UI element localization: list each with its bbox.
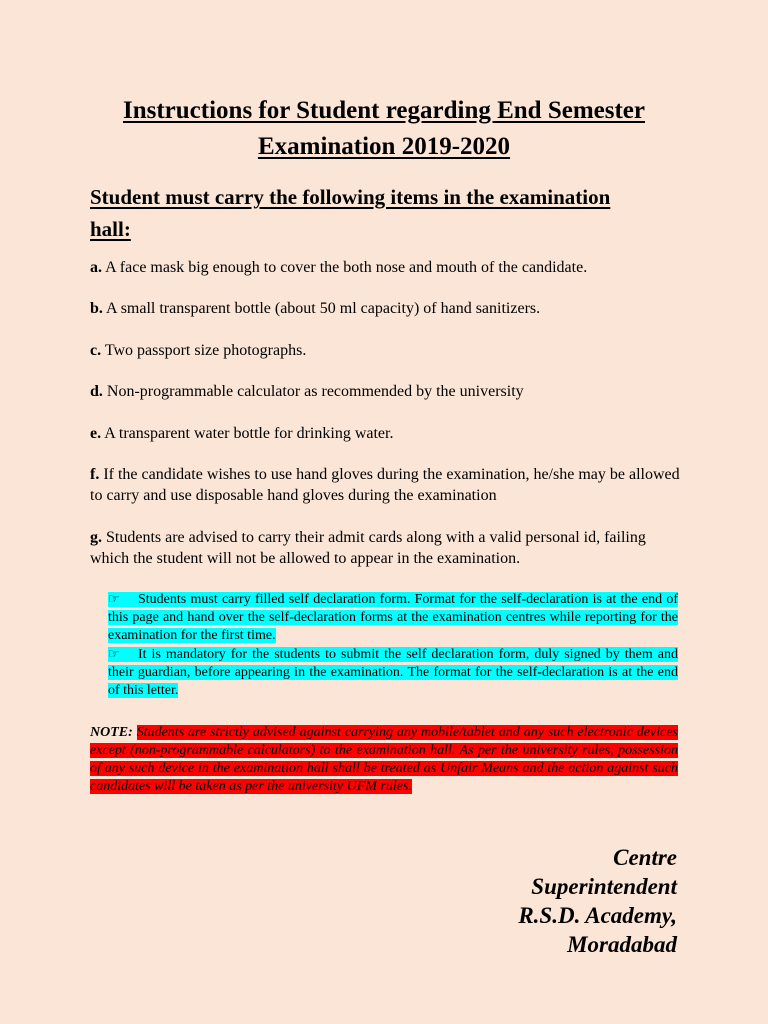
item-text: Students are advised to carry their admit cards along with a valid personal id, failing which the student will not be allowed to appear in the examination. bbox=[90, 529, 646, 567]
item-marker: d. bbox=[90, 383, 103, 400]
signature-line-3: R.S.D. Academy, bbox=[518, 903, 677, 928]
list-item-c bbox=[90, 340, 680, 361]
document-title bbox=[88, 93, 680, 165]
signature-line-2: Superintendent bbox=[531, 874, 677, 899]
item-text: Non-programmable calculator as recommended by the university bbox=[102, 383, 524, 400]
item-marker: b. bbox=[90, 300, 103, 317]
hand-pointer-icon: ☞ bbox=[108, 646, 120, 661]
document-title-line-1: Instructions for Student regarding End Semester bbox=[122, 97, 645, 124]
note-self-declaration-carry bbox=[108, 590, 678, 645]
hand-pointer-icon: ☞ bbox=[108, 591, 120, 606]
signature-line-4: Moradabad bbox=[567, 932, 677, 957]
list-item-b bbox=[90, 298, 680, 319]
item-marker: g. bbox=[90, 529, 102, 546]
items-heading-line-1: Student must carry the following items in the examination bbox=[90, 185, 611, 209]
list-item-e bbox=[90, 423, 680, 444]
item-text: A face mask big enough to cover the both nose and mouth of the candidate. bbox=[102, 259, 588, 276]
item-marker: c. bbox=[90, 342, 102, 359]
highlighted-notes bbox=[108, 590, 678, 700]
note-self-declaration-submit bbox=[108, 645, 678, 700]
item-marker: a. bbox=[90, 259, 102, 276]
list-item-f bbox=[90, 464, 680, 506]
list-item-a bbox=[90, 257, 680, 278]
items-heading bbox=[90, 181, 680, 245]
warning-note bbox=[90, 724, 678, 796]
list-item-d bbox=[90, 381, 680, 402]
list-item-g bbox=[90, 527, 680, 569]
warning-text: Students are strictly advised against carrying any mobile/tablet and any such electronic devices except (non-programmable calculators) to the examination hall. As per the university rules, possession of any such device in the examination hall shall be treated as Unfair Means and the action against such candidates will be taken as per the university UFM rules. bbox=[90, 725, 678, 794]
item-marker: e. bbox=[90, 425, 102, 442]
item-text: A transparent water bottle for drinking water. bbox=[101, 425, 394, 442]
warning-label: NOTE: bbox=[90, 725, 133, 740]
item-marker: f. bbox=[90, 466, 100, 483]
signature-line-1: Centre bbox=[613, 845, 677, 870]
note-text: It is mandatory for the students to submit the self declaration form, duly signed by them and their guardian, before appearing in the examination. The format for the self-declaration is at the end of this letter. bbox=[108, 647, 678, 698]
item-text: A small transparent bottle (about 50 ml capacity) of hand sanitizers. bbox=[102, 300, 541, 317]
document-title-line-2: Examination 2019-2020 bbox=[257, 133, 511, 160]
items-heading-line-2: hall: bbox=[90, 217, 131, 241]
note-text: Students must carry filled self declaration form. Format for the self-declaration is at the end of this page and hand over the self-declaration forms at the examination centres while reporting for the examination for the first time. bbox=[108, 592, 678, 643]
signature-block bbox=[518, 843, 677, 959]
item-text: Two passport size photographs. bbox=[101, 342, 307, 359]
item-text: If the candidate wishes to use hand gloves during the examination, he/she may be allowed to carry and use disposable hand gloves during the examination bbox=[90, 466, 680, 504]
